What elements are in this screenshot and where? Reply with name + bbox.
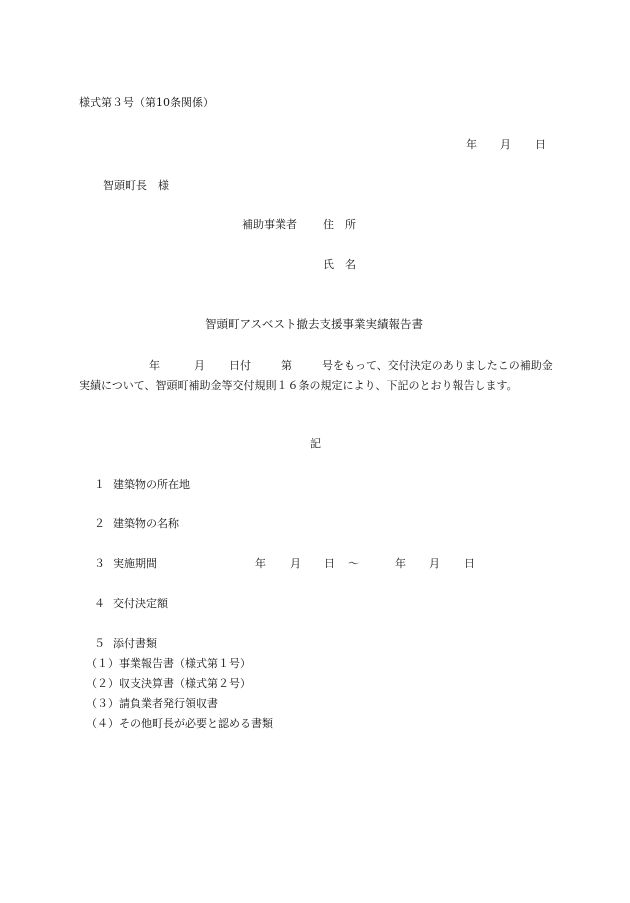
body-month: 月 [194, 359, 205, 372]
item-2-number: ２ [94, 517, 105, 530]
period-start-year: 年 [255, 557, 266, 570]
period-start-month: 月 [290, 557, 301, 570]
item-3-number: ３ [94, 557, 105, 570]
attachment-item: （３）請負業者発行領収書 [86, 697, 218, 710]
item-1-label: 建築物の所在地 [113, 478, 190, 491]
attachment-item: （４）その他町長が必要と認める書類 [86, 717, 273, 730]
body-paragraph [79, 356, 557, 396]
period-end-day: 日 [464, 557, 475, 570]
body-year: 年 [149, 359, 160, 372]
period-start-day: 日 [324, 557, 335, 570]
period-tilde: ～ [348, 557, 359, 570]
addressee: 智頭町長 様 [103, 179, 169, 192]
ki-heading: 記 [310, 437, 321, 450]
body-text: 号をもって、交付決定のありましたこの補助金実績について、智頭町補助金等交付規則１６条の規定により、下記のとおり報告します。 [79, 359, 553, 392]
address-label: 住 所 [323, 218, 356, 231]
item-2-label: 建築物の名称 [113, 517, 179, 530]
attachment-item: （１）事業報告書（様式第１号） [86, 657, 251, 670]
item-4-number: ４ [94, 597, 105, 610]
body-day: 日付 [229, 359, 251, 372]
name-label: 氏 名 [323, 258, 356, 271]
applicant-label: 補助事業者 [242, 218, 297, 231]
date-year-label: 年 [466, 138, 477, 151]
item-5-label: 添付書類 [113, 637, 157, 650]
period-end-month: 月 [429, 557, 440, 570]
form-number: 様式第３号（第10条関係） [79, 96, 214, 109]
document-title: 智頭町アスベスト撤去支援事業実績報告書 [205, 317, 424, 331]
attachment-item: （２）収支決算書（様式第２号） [86, 677, 251, 690]
item-1-number: １ [94, 478, 105, 491]
item-3-label: 実施期間 [113, 557, 157, 570]
date-month-label: 月 [500, 138, 511, 151]
date-day-label: 日 [535, 138, 546, 151]
item-4-label: 交付決定額 [113, 597, 168, 610]
body-number-prefix: 第 [281, 359, 292, 372]
item-5-number: ５ [94, 637, 105, 650]
period-end-year: 年 [395, 557, 406, 570]
